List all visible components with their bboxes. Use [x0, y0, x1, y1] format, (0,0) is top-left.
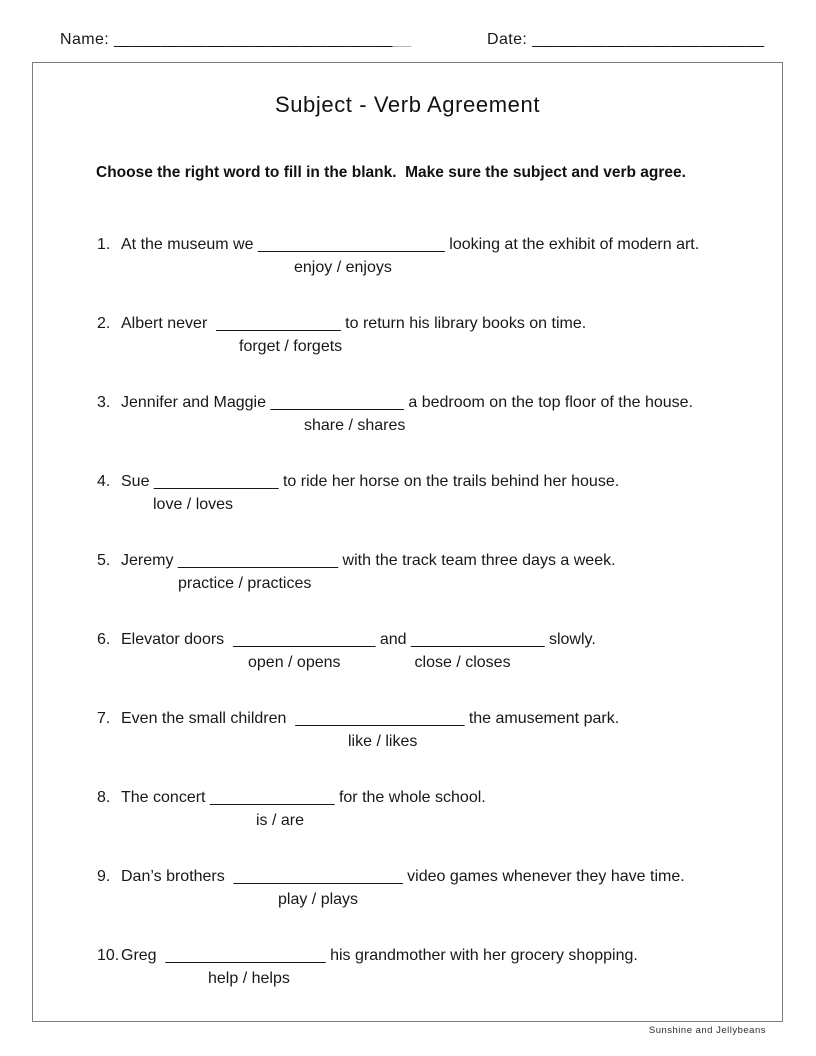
sentence-text: his grandmother with her grocery shopping. — [325, 947, 638, 964]
item-sentence — [121, 868, 685, 885]
sentence-text: with the track team three days a week. — [338, 552, 616, 569]
item-sentence-line — [97, 234, 782, 255]
item-sentence — [121, 473, 619, 490]
answer-blank: _____________________ — [257, 236, 445, 253]
sentence-text: and — [375, 631, 412, 648]
item-choices-line — [97, 810, 782, 831]
question-item — [97, 313, 782, 357]
sentence-text: Elevator doors — [121, 631, 234, 648]
word-choices: close / closes — [414, 654, 511, 671]
answer-blank: ______________ — [153, 473, 279, 490]
item-choices-line — [97, 415, 782, 436]
answer-blank: _______________ — [411, 631, 545, 648]
question-item — [97, 945, 782, 989]
word-choices: forget / forgets — [239, 338, 343, 355]
item-choices-line — [97, 652, 782, 673]
item-choices-line — [97, 968, 782, 989]
sentence-text: to return his library books on time. — [340, 315, 587, 332]
answer-blank: _______________ — [270, 394, 404, 411]
answer-blank: ________________ — [233, 631, 376, 648]
sentence-text: Albert never — [121, 315, 217, 332]
item-sentence — [121, 631, 596, 648]
sentence-text: At the museum we — [121, 236, 258, 253]
word-choices: help / helps — [208, 970, 290, 987]
item-sentence-line — [97, 313, 782, 334]
name-blank-line: ______________________________ — [113, 31, 393, 48]
question-item — [97, 471, 782, 515]
answer-blank: ______________ — [216, 315, 341, 332]
name-field — [60, 31, 412, 49]
item-number: 3. — [97, 394, 111, 411]
sentence-text: Sue — [121, 473, 154, 490]
item-sentence — [121, 710, 619, 727]
sentence-text: a bedroom on the top floor of the house. — [403, 394, 694, 411]
answer-blank: ___________________ — [295, 710, 465, 727]
question-item — [97, 629, 782, 673]
sentence-text: the amusement park. — [464, 710, 620, 727]
item-sentence-line — [97, 787, 782, 808]
item-sentence-line — [97, 708, 782, 729]
word-choices: is / are — [256, 812, 305, 829]
item-sentence-line — [97, 392, 782, 413]
word-choices: practice / practices — [178, 575, 312, 592]
name-blank-tail: __ — [392, 31, 412, 48]
items-list — [97, 234, 782, 989]
date-field — [487, 31, 765, 49]
item-choices-line — [97, 573, 782, 594]
sentence-text: slowly. — [544, 631, 596, 648]
word-choices: love / loves — [153, 496, 234, 513]
worksheet-title: Subject - Verb Agreement — [274, 92, 541, 117]
question-item — [97, 866, 782, 910]
item-number: 4. — [97, 473, 111, 490]
word-choices: play / plays — [278, 891, 359, 908]
word-choices: share / shares — [304, 417, 406, 434]
question-item — [97, 550, 782, 594]
question-item — [97, 787, 782, 831]
question-item — [97, 234, 782, 278]
instruction-text: Choose the right word to fill in the blank. Make sure the subject and verb agree. — [96, 164, 686, 181]
item-sentence — [121, 789, 486, 806]
item-number: 5. — [97, 552, 111, 569]
item-sentence-line — [97, 471, 782, 492]
sentence-text: Greg — [121, 947, 166, 964]
word-choices: open / opens — [248, 654, 341, 671]
sentence-text: looking at the exhibit of modern art. — [444, 236, 700, 253]
sentence-text: Jennifer and Maggie — [121, 394, 271, 411]
item-sentence-line — [97, 629, 782, 650]
item-number: 2. — [97, 315, 111, 332]
item-sentence — [121, 315, 586, 332]
sentence-text: for the whole school. — [334, 789, 486, 806]
item-choices-line — [97, 889, 782, 910]
item-sentence — [121, 552, 616, 569]
item-sentence — [121, 394, 693, 411]
answer-blank: ______________ — [209, 789, 335, 806]
item-number: 6. — [97, 631, 111, 648]
question-item — [97, 708, 782, 752]
answer-blank: __________________ — [165, 947, 326, 964]
item-number: 7. — [97, 710, 111, 727]
item-sentence-line — [97, 945, 782, 966]
sentence-text: The concert — [121, 789, 210, 806]
word-choices: enjoy / enjoys — [294, 259, 392, 276]
sentence-text: to ride her horse on the trails behind her house. — [278, 473, 620, 490]
item-choices-line — [97, 494, 782, 515]
sentence-text: Even the small children — [121, 710, 296, 727]
item-sentence-line — [97, 866, 782, 887]
item-sentence — [121, 236, 699, 253]
date-label: Date: — [487, 31, 533, 48]
question-item — [97, 392, 782, 436]
worksheet-border-box — [32, 62, 783, 1022]
item-choices-line — [97, 257, 782, 278]
item-choices-line — [97, 336, 782, 357]
credit-text: Sunshine and Jellybeans — [648, 1025, 766, 1036]
item-number: 1. — [97, 236, 111, 253]
sentence-text: Jeremy — [121, 552, 178, 569]
name-label: Name: — [60, 31, 114, 48]
date-blank-line: _________________________ — [532, 31, 765, 48]
answer-blank: ___________________ — [233, 868, 403, 885]
answer-blank: __________________ — [177, 552, 339, 569]
item-sentence — [121, 947, 638, 964]
item-number: 8. — [97, 789, 111, 806]
item-sentence-line — [97, 550, 782, 571]
sentence-text: Dan’s brothers — [121, 868, 234, 885]
item-number: 9. — [97, 868, 111, 885]
word-choices: like / likes — [348, 733, 418, 750]
item-number: 10. — [97, 947, 120, 964]
sentence-text: video games whenever they have time. — [402, 868, 685, 885]
item-choices-line — [97, 731, 782, 752]
